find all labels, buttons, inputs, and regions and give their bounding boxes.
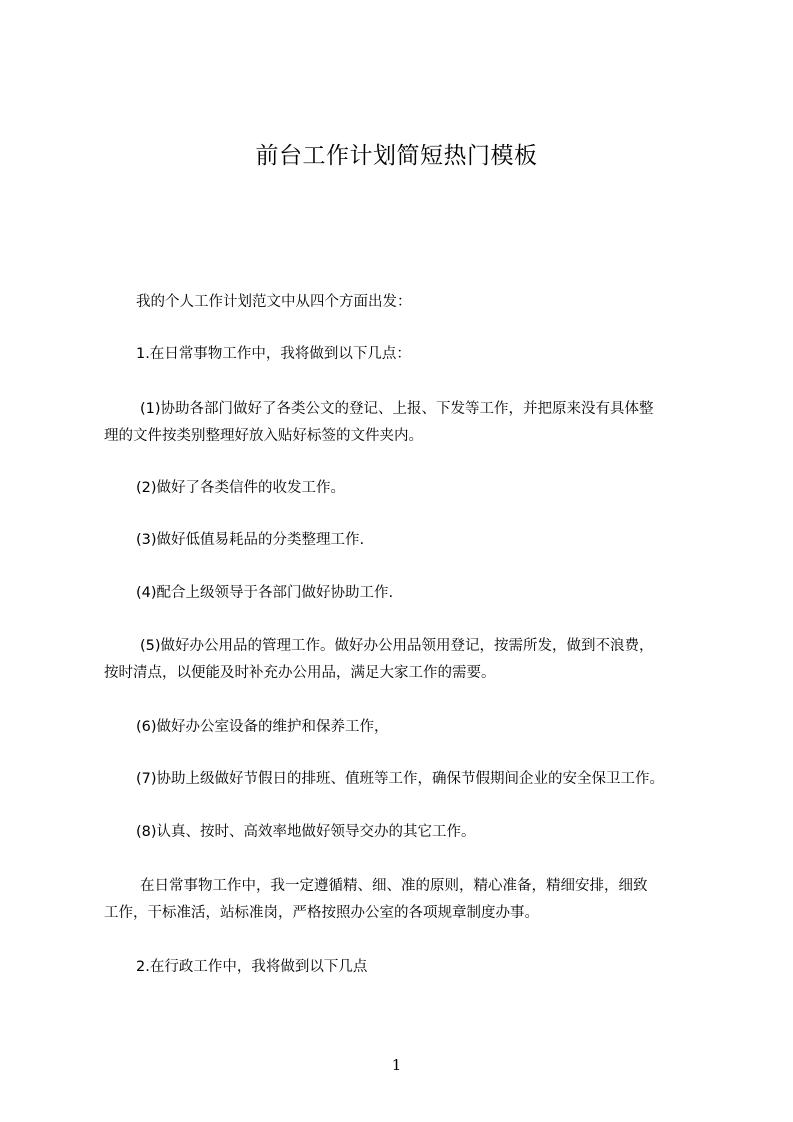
paragraph-item-1 — [104, 396, 716, 450]
paragraph-line: (4)配合上级领导于各部门做好协助工作. — [136, 585, 394, 601]
paragraph-summary — [104, 873, 716, 927]
paragraph-line: (3)做好低值易耗品的分类整理工作. — [136, 532, 365, 548]
paragraph-section-2-heading — [104, 954, 716, 981]
paragraph-line: (7)协助上级做好节假日的排班、值班等工作，确保节假期间企业的安全保卫工作。 — [136, 771, 665, 787]
paragraph-line: (8)认真、按时、高效率地做好领导交办的其它工作。 — [136, 824, 476, 840]
paragraph-intro — [104, 289, 716, 316]
document-title: 前台工作计划简短热门模板 — [255, 143, 538, 169]
paragraph-item-7 — [104, 766, 716, 793]
paragraph-section-1-heading — [104, 341, 716, 368]
paragraph-line: 理的文件按类别整理好放入贴好标签的文件夹内。 — [104, 428, 423, 444]
paragraph-item-8 — [104, 819, 716, 846]
paragraph-line: 工作，干标准活，站标准岗，严格按照办公室的各项规章制度办事。 — [104, 905, 539, 921]
page-number: 1 — [391, 1056, 402, 1074]
paragraph-item-4 — [104, 580, 716, 607]
paragraph-line: 按时清点，以便能及时补充办公用品，满足大家工作的需要。 — [104, 665, 496, 681]
paragraph-item-3 — [104, 527, 716, 554]
paragraph-line: 我的个人工作计划范文中从四个方面出发： — [136, 294, 412, 310]
paragraph-line: (2)做好了各类信件的收发工作。 — [136, 480, 346, 496]
paragraph-item-2 — [104, 475, 716, 502]
paragraph-item-6 — [104, 714, 716, 741]
paragraph-line: 2.在行政工作中，我将做到以下几点 — [136, 959, 368, 975]
paragraph-line: 在日常事物工作中，我一定遵循精、细、准的原则，精心准备，精细安排，细致 — [140, 878, 648, 894]
paragraph-line: 1.在日常事物工作中，我将做到以下几点： — [136, 346, 411, 362]
paragraph-line: (1)协助各部门做好了各类公文的登记、上报、下发等工作，并把原来没有具体整 — [140, 401, 654, 417]
paragraph-line: (5)做好办公用品的管理工作。做好办公用品领用登记，按需所发，做到不浪费， — [140, 638, 654, 654]
paragraph-item-5 — [104, 633, 716, 687]
paragraph-line: (6)做好办公室设备的维护和保养工作， — [136, 719, 389, 735]
